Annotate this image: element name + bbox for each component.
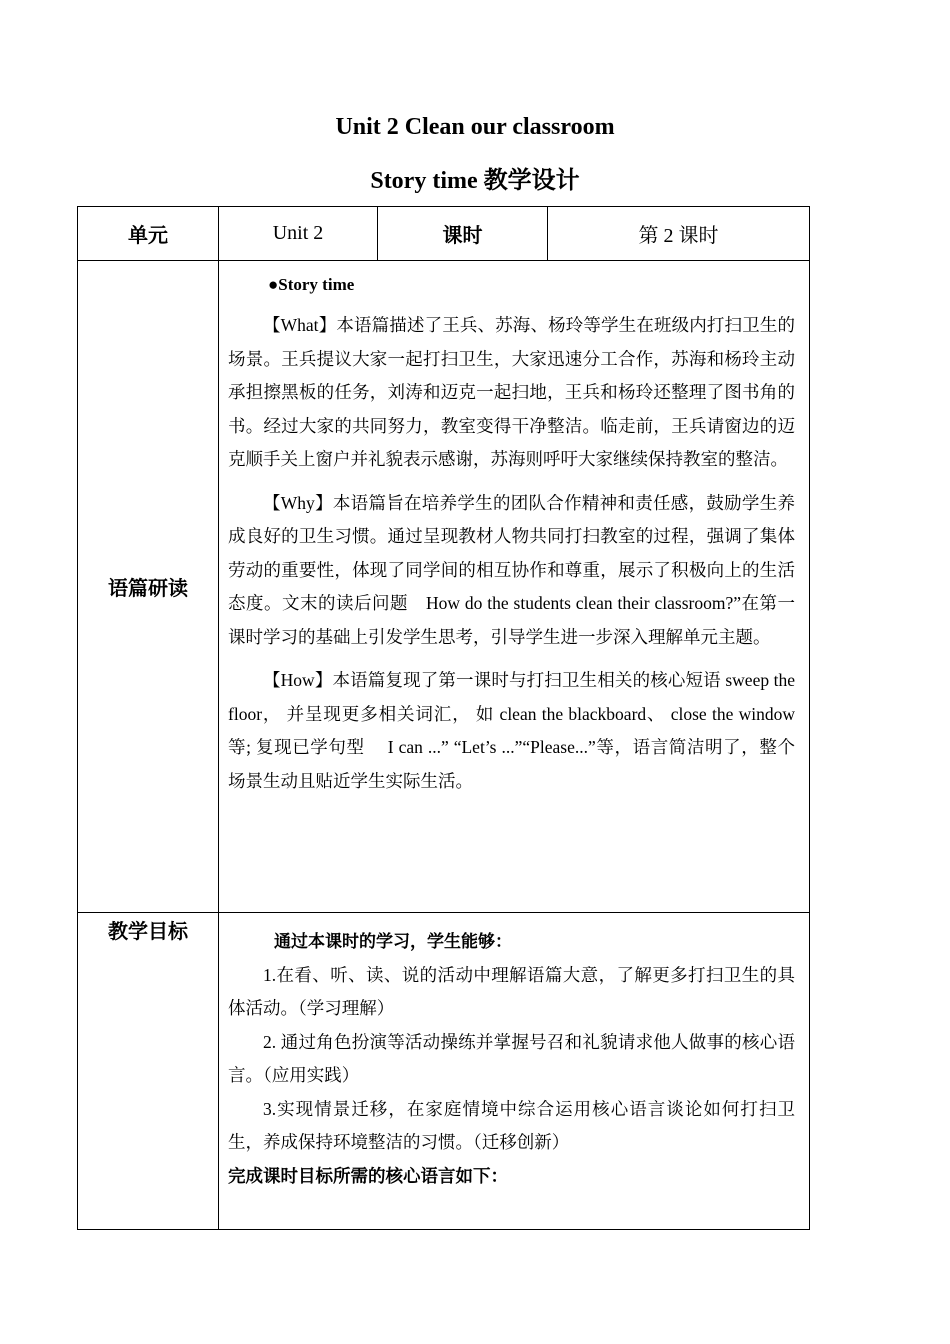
analysis-what: 【What】本语篇描述了王兵、苏海、杨玲等学生在班级内打扫卫生的场景。王兵提议大家一起打扫卫生，大家迅速分工合作，苏海和杨玲主动承担擦黑板的任务，刘涛和迈克一起扫地，王兵和杨玲还整理了图书角的书。经过大家的共同努力，教室变得干净整洁。临走前，王兵请窗边的迈克顺手关上窗户并礼貌表示感谢，苏海则呼吁大家继续保持教室的整洁。: [228, 315, 795, 469]
lesson-plan-table: [77, 206, 810, 1230]
period-value: 第 2 课时: [548, 207, 810, 261]
analysis-content: [219, 261, 810, 913]
analysis-label: 语篇研读: [78, 261, 219, 913]
analysis-why: 【Why】本语篇旨在培养学生的团队合作精神和责任感，鼓励学生养成良好的卫生习惯。通过呈现教材人物共同打扫教室的过程，强调了集体劳动的重要性，体现了同学间的相互协作和尊重，展示了积极向上的生活态度。文末的读后问题 How do the students clean their classroom?”在第一课时学习的基础上引发学生思考，引导学生进一步深入理解单元主题。: [228, 492, 795, 647]
objective-item-2: 2. 通过角色扮演等活动操练并掌握号召和礼貌请求他人做事的核心语言。（应用实践）: [228, 1031, 795, 1085]
objectives-row: [78, 913, 810, 1230]
document-title: Unit 2 Clean our classroom: [335, 114, 615, 140]
unit-label: 单元: [78, 207, 219, 261]
objective-item-3: 3.实现情景迁移，在家庭情境中综合运用核心语言谈论如何打扫卫生，养成保持环境整洁的习惯。（迁移创新）: [228, 1098, 795, 1152]
document-subtitle: Story time 教学设计: [370, 168, 580, 194]
objectives-content: [219, 913, 810, 1230]
analysis-how: 【How】本语篇复现了第一课时与打扫卫生相关的核心短语 sweep the floor， 并呈现更多相关词汇， 如 clean the blackboard、 close the window 等; 复现已学句型 I can ...” “Let’s ...”“Please...”等，语言简洁明了，整个场景生动且贴近学生实际生活。: [228, 670, 795, 791]
objective-item-1: 1.在看、听、读、说的活动中理解语篇大意，了解更多打扫卫生的具体活动。（学习理解）: [228, 964, 795, 1018]
period-label: 课时: [378, 207, 548, 261]
objectives-label: 教学目标: [78, 913, 219, 1230]
core-language-note: 完成课时目标所需的核心语言如下：: [228, 1165, 508, 1186]
unit-value: Unit 2: [219, 207, 378, 261]
analysis-section-title: ●Story time: [268, 275, 355, 294]
analysis-row: [78, 261, 810, 913]
objectives-lead: 通过本课时的学习，学生能够：: [274, 932, 512, 951]
header-row: [78, 207, 810, 261]
